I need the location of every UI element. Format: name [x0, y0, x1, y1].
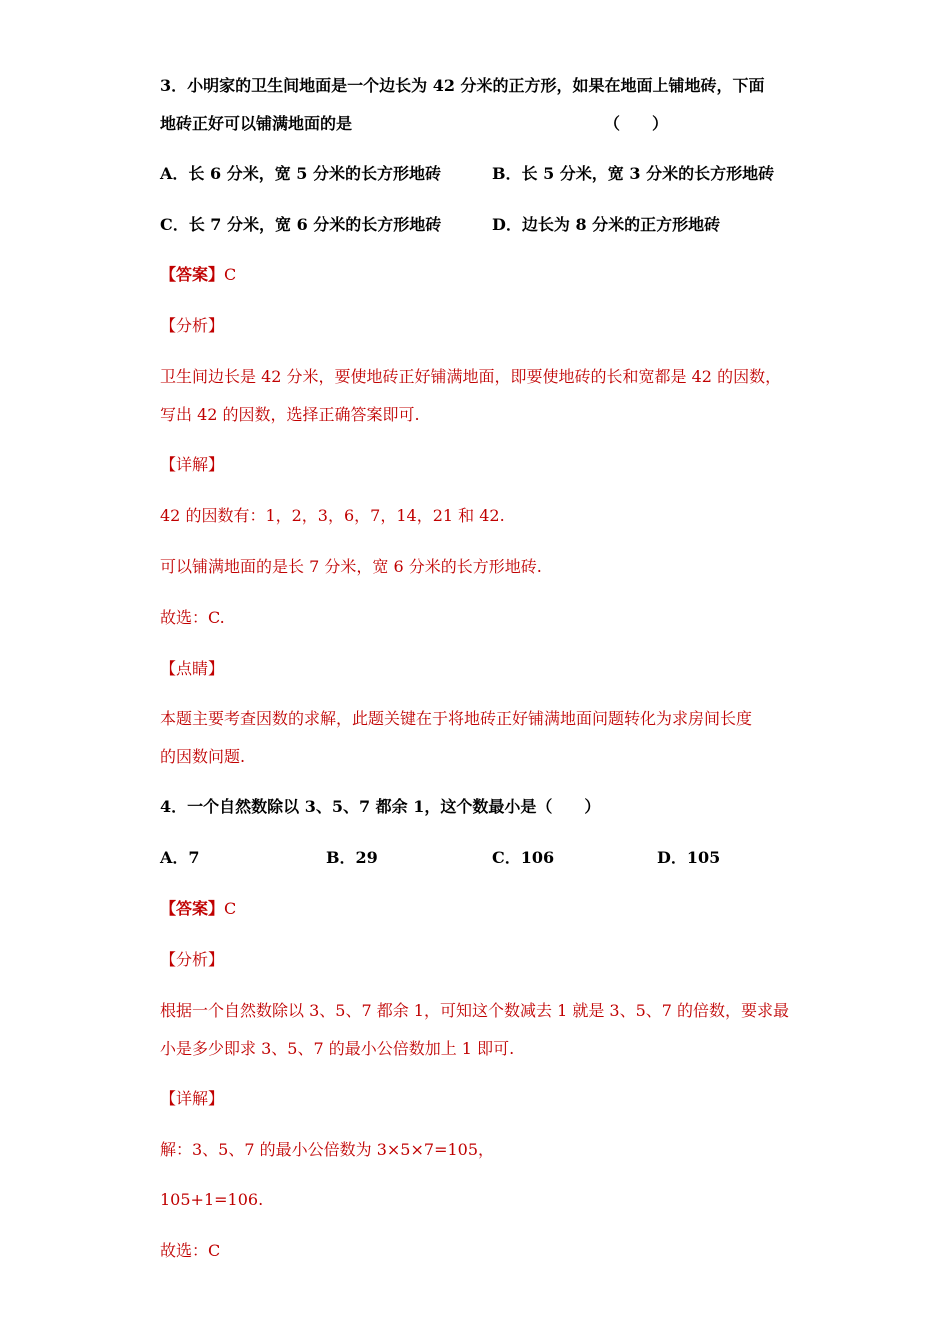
q3-answer-label: 【答案】	[160, 265, 225, 284]
q3-analysis-label: 【分析】	[160, 316, 225, 335]
q4-answer	[160, 899, 236, 919]
q3-option-d: D．边长为 8 分米的正方形地砖	[492, 215, 721, 234]
q3-answer	[160, 265, 236, 285]
q3-analysis-line1: 卫生间边长是 42 分米，要使地砖正好铺满地面，即要使地砖的长和宽都是 42 的因数，	[160, 367, 782, 386]
q3-analysis-line2: 写出 42 的因数，选择正确答案即可.	[160, 405, 420, 424]
q3-stem-line2: 地砖正好可以铺满地面的是	[160, 114, 353, 133]
q4-analysis-label: 【分析】	[160, 950, 225, 969]
q4-option-d: D．105	[657, 848, 721, 867]
q3-option-b: B．长 5 分米，宽 3 分米的长方形地砖	[492, 164, 775, 183]
q3-option-c: C．长 7 分米，宽 6 分米的长方形地砖	[160, 215, 442, 234]
q3-comment-label: 【点睛】	[160, 659, 225, 678]
q4-analysis-line1: 根据一个自然数除以 3、5、7 都余 1，可知这个数减去 1 就是 3、5、7 的倍数，要求最	[160, 1001, 790, 1020]
q4-option-a: A．7	[160, 848, 200, 867]
q3-detail-line1: 42 的因数有：1，2，3，6，7，14，21 和 42.	[160, 506, 505, 525]
q3-stem-line1: 3．小明家的卫生间地面是一个边长为 42 分米的正方形，如果在地面上铺地砖，下面	[160, 76, 765, 95]
q4-answer-value: C	[224, 899, 237, 918]
q4-analysis-line2: 小是多少即求 3、5、7 的最小公倍数加上 1 即可.	[160, 1039, 515, 1058]
q3-detail-label: 【详解】	[160, 455, 225, 474]
q3-answer-bracket: （ ）	[604, 114, 669, 133]
q3-comment-line1: 本题主要考查因数的求解，此题关键在于将地砖正好铺满地面问题转化为求房间长度	[160, 709, 753, 728]
q3-option-a: A．长 6 分米，宽 5 分米的长方形地砖	[160, 164, 441, 183]
q4-option-b: B．29	[326, 848, 378, 867]
q4-stem: 4．一个自然数除以 3、5、7 都余 1，这个数最小是（ ）	[160, 797, 601, 816]
q3-detail-line3: 故选：C.	[160, 608, 225, 627]
q4-answer-label: 【答案】	[160, 899, 225, 918]
q3-detail-line2: 可以铺满地面的是长 7 分米，宽 6 分米的长方形地砖.	[160, 557, 542, 576]
q4-option-c: C．106	[492, 848, 555, 867]
q3-answer-value: C	[224, 265, 237, 284]
q4-detail-line2: 105+1=106.	[160, 1190, 264, 1209]
q4-detail-line3: 故选：C	[160, 1241, 221, 1260]
q4-detail-line1: 解：3、5、7 的最小公倍数为 3×5×7=105，	[160, 1140, 495, 1159]
q4-detail-label: 【详解】	[160, 1089, 225, 1108]
q3-comment-line2: 的因数问题.	[160, 747, 246, 766]
